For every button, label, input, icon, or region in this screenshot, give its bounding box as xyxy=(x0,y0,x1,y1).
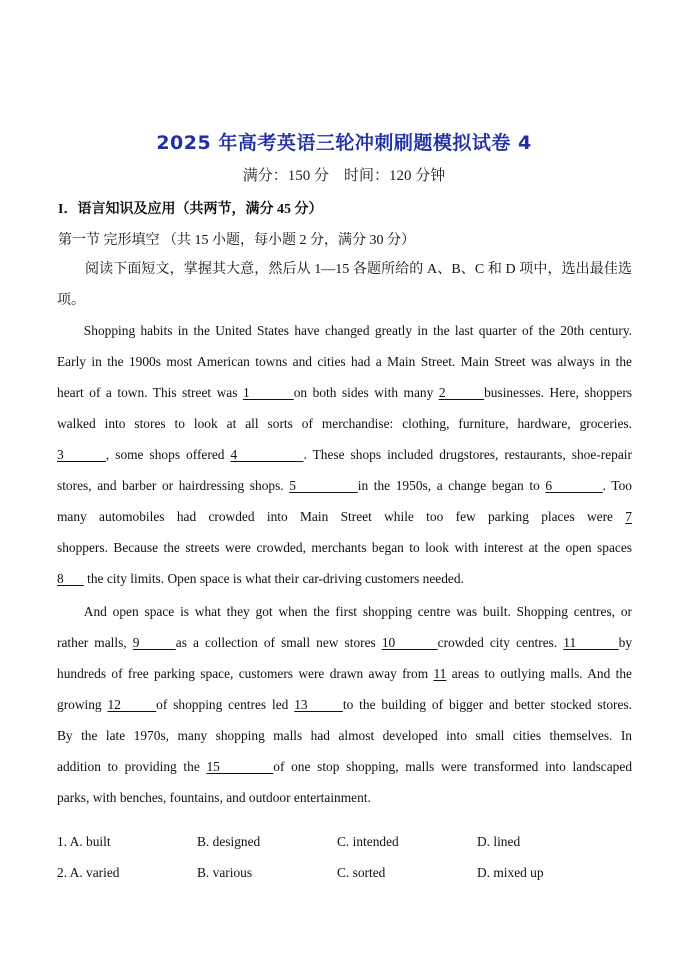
passage-line: parks, with benches, fountains, and outdoor entertainment. xyxy=(57,790,371,805)
option: C. intended xyxy=(337,833,399,849)
option: C. sorted xyxy=(337,864,386,880)
passage-line: Early in the 1900s most American towns and cities had a Main Street. Main Street was always in the xyxy=(57,354,632,369)
option: B. various xyxy=(197,864,253,880)
passage-line: Shopping habits in the United States have changed greatly in the last quarter of the 20th century. xyxy=(83,323,632,338)
passage-line: many automobiles had crowded into Main Street while too few parking places were 7 xyxy=(57,509,632,524)
instructions-line: 项。 xyxy=(57,293,85,308)
answer-blank: 7 xyxy=(625,509,632,524)
passage-line: heart of a town. This street was 1 on both sides with many 2 businesses. Here, shoppers xyxy=(57,385,632,400)
answer-blank: 8 xyxy=(57,571,84,586)
passage-line: growing 12 of shopping centres led 13 to the building of bigger and better stocked stores. xyxy=(57,697,632,712)
option: 2. A. varied xyxy=(57,864,120,880)
section-heading: I．语言知识及应用（共两节，满分 45 分） xyxy=(58,202,323,217)
passage-line: stores, and barber or hairdressing shops. 5 in the 1950s, a change began to 6 . Too xyxy=(57,478,632,493)
answer-blank: 4 xyxy=(230,447,304,462)
option: D. mixed up xyxy=(477,864,544,880)
exam-info: 满分：150 分 时间：120 分钟 xyxy=(242,168,446,184)
passage-line: By the late 1970s, many shopping malls had almost developed into small cities themselves. In xyxy=(57,728,632,743)
option: D. lined xyxy=(477,833,521,849)
instructions-line: 阅读下面短文，掌握其大意，然后从 1—15 各题所给的 A、B、C 和 D 项中，选出最佳选 xyxy=(85,262,632,277)
answer-blank: 11 xyxy=(563,635,619,650)
option-row-1 xyxy=(57,826,632,857)
answer-blank: 9 xyxy=(132,635,176,650)
answer-blank: 11 xyxy=(433,666,447,681)
passage-line: 8 the city limits. Open space is what their car-driving customers needed. xyxy=(57,571,464,586)
subsection-heading: 第一节 完形填空 （共 15 小题，每小题 2 分，满分 30 分） xyxy=(58,233,415,248)
answer-blank: 3 xyxy=(57,447,106,462)
answer-blank: 5 xyxy=(289,478,358,493)
answer-blank: 10 xyxy=(381,635,438,650)
passage-paragraph-1 xyxy=(57,315,632,594)
option-row-2 xyxy=(57,857,632,888)
passage-line: walked into stores to look at all sorts of merchandise: clothing, furniture, hardware, groceries. xyxy=(57,416,632,431)
answer-blank: 15 xyxy=(206,759,274,774)
answer-blank: 2 xyxy=(438,385,485,400)
option: 1. A. built xyxy=(57,833,111,849)
passage-paragraph-2 xyxy=(57,596,632,813)
passage-line: shoppers. Because the streets were crowded, merchants began to look with interest at the open spaces xyxy=(57,540,632,555)
passage-line: addition to providing the 15 of one stop shopping, malls were transformed into landscaped xyxy=(57,759,633,774)
answer-blank: 13 xyxy=(294,697,343,712)
passage-line: hundreds of free parking space, customers were drawn away from 11 areas to outlying malls. And the xyxy=(57,666,632,681)
passage-line: rather malls, 9 as a collection of small new stores 10 crowded city centres. 11 by xyxy=(57,635,633,650)
answer-blank: 1 xyxy=(242,385,294,400)
passage-line: 3 , some shops offered 4 . These shops included drugstores, restaurants, shoe-repair xyxy=(57,447,632,462)
passage-line: And open space is what they got when the first shopping centre was built. Shopping centres, or xyxy=(83,604,632,619)
page-title: 2025 年高考英语三轮冲刺刷题模拟试卷 4 xyxy=(156,132,532,154)
instructions xyxy=(57,254,632,316)
answer-blank: 6 xyxy=(545,478,603,493)
option: B. designed xyxy=(197,833,261,849)
answer-blank: 12 xyxy=(107,697,157,712)
